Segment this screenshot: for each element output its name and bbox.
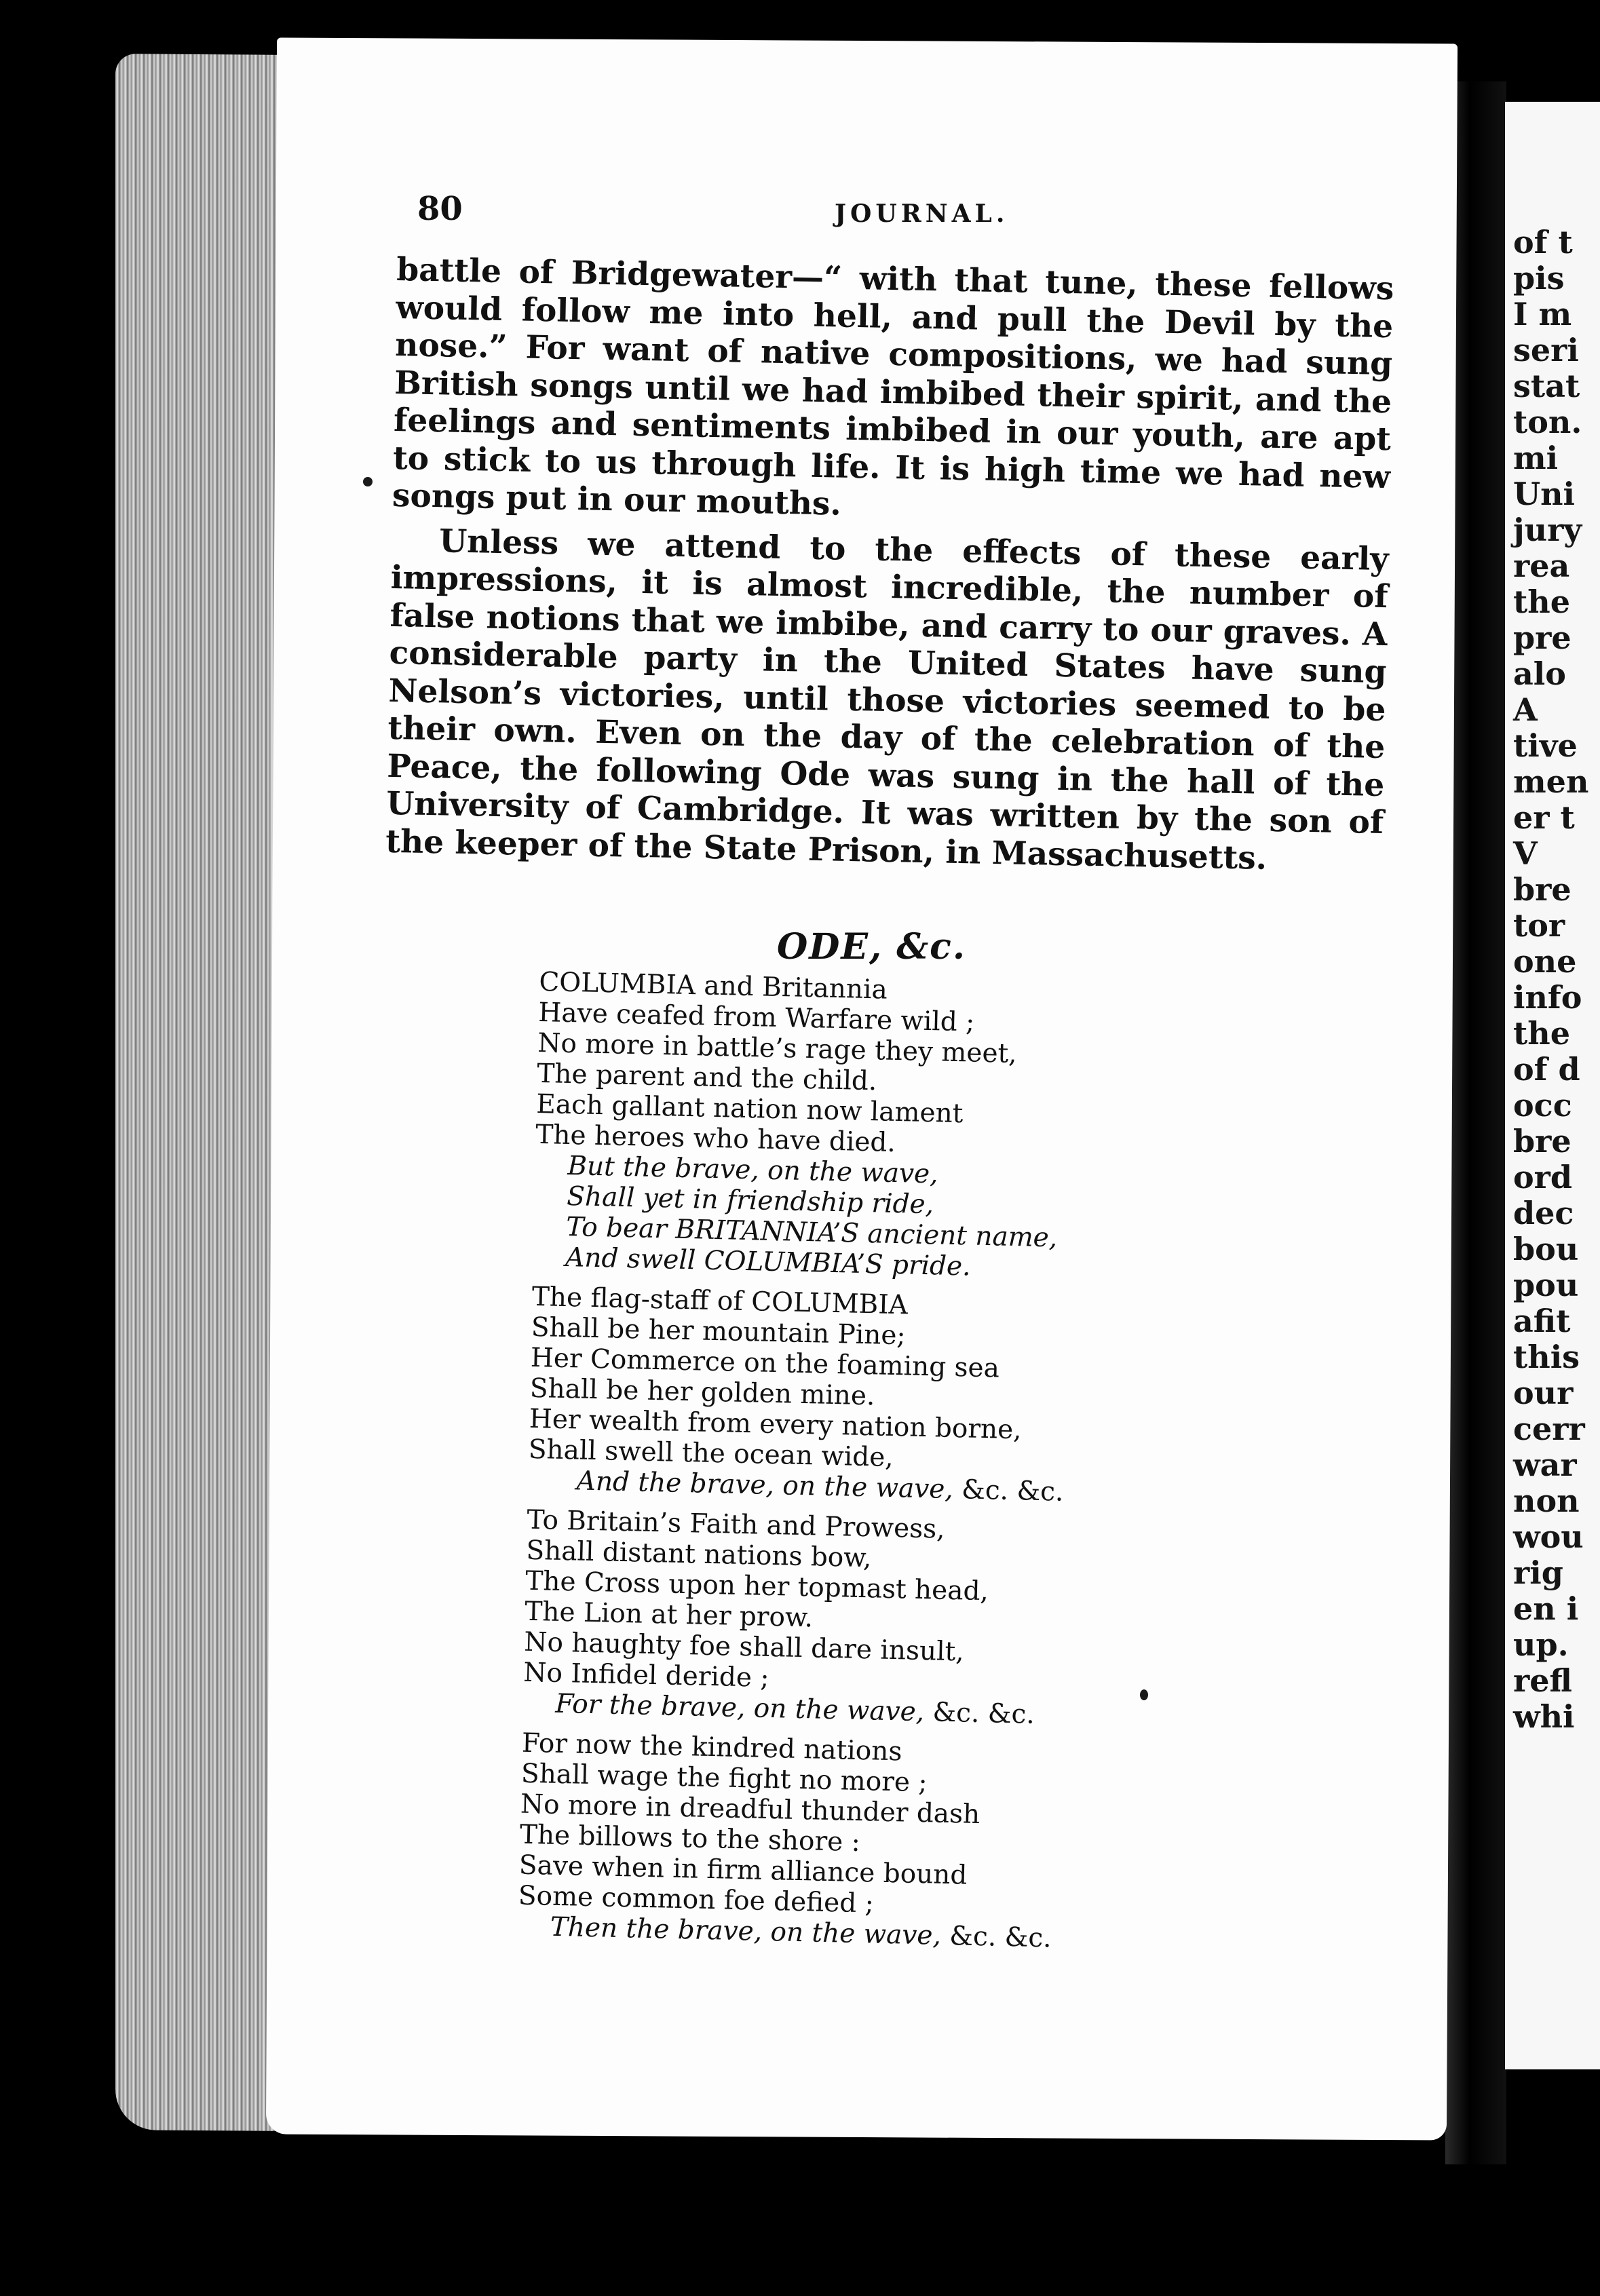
verse-line: No haughty foe shall dare insult,	[523, 1626, 965, 1668]
verse-line: The heroes who have died.	[535, 1119, 896, 1158]
verse-line: No more in battle’s rage they meet,	[537, 1027, 1018, 1069]
verse-line: Save when in firm alliance bound	[518, 1850, 968, 1891]
verse-line: The parent and the child.	[536, 1058, 877, 1097]
facing-page-word-fragment: up.	[1513, 1626, 1569, 1663]
verse-line: No Infidel deride ;	[522, 1657, 770, 1694]
facing-page-fragment	[1505, 102, 1600, 2069]
ode-poem	[517, 967, 1218, 1966]
stanza-4	[517, 1728, 1200, 1957]
facing-page-word-fragment: stat	[1513, 368, 1580, 404]
facing-page-word-fragment: rea	[1513, 548, 1570, 584]
facing-page-word-fragment: the	[1513, 1015, 1570, 1052]
facing-page-word-fragment: men	[1513, 763, 1589, 800]
stanza-2	[527, 1282, 1211, 1511]
verse-line: The Lion at her prow.	[524, 1596, 814, 1634]
verse-line: Shall swell the ocean wide,	[528, 1434, 894, 1474]
refrain-line: And swell COLUMBIA’S pride.	[565, 1242, 972, 1282]
refrain-line: Shall yet in friendship ride,	[566, 1181, 934, 1221]
verse-line: Some common foe defied ;	[518, 1880, 875, 1919]
facing-page-word-fragment: pou	[1513, 1267, 1579, 1303]
verse-line: Each gallant nation now lament	[535, 1088, 964, 1130]
stanza-3	[522, 1505, 1206, 1734]
refrain-etc: &c. &c.	[932, 1697, 1035, 1730]
facing-page-word-fragment: cerr	[1513, 1411, 1585, 1447]
ink-speck	[1140, 1689, 1148, 1700]
facing-page-word-fragment: of d	[1513, 1051, 1580, 1088]
facing-page-word-fragment: Uni	[1513, 476, 1576, 512]
facing-page-word-fragment: refl	[1513, 1662, 1572, 1699]
facing-page-word-fragment: non	[1513, 1482, 1580, 1519]
facing-page-word-fragment: jury	[1513, 512, 1582, 548]
facing-page-word-fragment: I m	[1513, 296, 1572, 332]
facing-page-word-fragment: mi	[1513, 440, 1559, 476]
paragraph-1: battle of Bridgewater—“ with that tune, these fellows would follow me into hell, and pull the Devil by the nose.” For want of native compositions, we had sung British songs until we had imbibed their spirit, and the feelings and sentiments imbibed in our youth, are apt to stick to us through life. It is high time we had new songs put in our mouths.	[392, 251, 1394, 523]
facing-page-word-fragment: ton.	[1513, 404, 1582, 440]
facing-page-word-fragment: bou	[1513, 1231, 1579, 1267]
verse-line: The Cross upon her topmast head,	[525, 1565, 989, 1607]
facing-page-word-fragment: seri	[1513, 332, 1579, 368]
facing-page-word-fragment: of t	[1513, 224, 1573, 261]
facing-page-word-fragment: whi	[1513, 1698, 1575, 1735]
facing-page-word-fragment: V	[1513, 835, 1538, 872]
refrain-etc: &c. &c.	[961, 1474, 1064, 1508]
verse-line: Shall wage the fight no more ;	[520, 1758, 928, 1799]
paragraph-2: Unless we attend to the effects of these early impressions, it is almost incredible, the number of false notions that we imbibe, and carry to our graves. A considerable party in the United States have sung Nelson’s victories, until those victories seemed to be their own. Even on the day of the celebration of the Peace, the following Ode was sung in the hall of the University of Cambridge. It was written by the son of the keeper of the State Prison, in Massachusetts.	[385, 522, 1390, 877]
facing-page-word-fragment: pre	[1513, 619, 1572, 656]
verse-line: COLUMBIA and Britannia	[538, 967, 888, 1006]
facing-page-word-fragment: occ	[1513, 1087, 1572, 1124]
facing-page-word-fragment: A	[1513, 691, 1538, 728]
facing-page-word-fragment: er t	[1513, 799, 1575, 836]
facing-page-word-fragment: tive	[1513, 727, 1578, 764]
facing-page-word-fragment: this	[1513, 1339, 1580, 1375]
facing-page-word-fragment: rig	[1513, 1554, 1563, 1591]
facing-page-word-fragment: en i	[1513, 1590, 1579, 1627]
refrain-text: Then the brave, on the wave,	[550, 1911, 942, 1951]
page-header	[417, 190, 1381, 237]
facing-page-word-fragment: pis	[1513, 260, 1565, 296]
stanza-1	[533, 967, 1218, 1288]
facing-page-word-fragment: bre	[1513, 871, 1572, 908]
page-edges	[115, 54, 278, 2131]
facing-page-word-fragment: war	[1513, 1447, 1577, 1483]
verse-line: Shall distant nations bow,	[525, 1535, 872, 1574]
refrain-line: But the brave, on the wave,	[567, 1151, 939, 1190]
facing-page-word-fragment: our	[1513, 1375, 1574, 1411]
ode-title: ODE, &c.	[777, 926, 966, 968]
verse-line: For now the kindred nations	[521, 1727, 902, 1767]
verse-line: No more in dreadful thunder dash	[520, 1788, 980, 1831]
verse-line: Have ceafed from Warfare wild ;	[537, 997, 975, 1038]
refrain-text: And the brave, on the wave,	[576, 1466, 954, 1506]
verse-line: Shall be her mountain Pine;	[531, 1312, 907, 1352]
verse-line: Her Commerce on the foaming sea	[530, 1342, 1000, 1384]
verse-line: To Britain’s Faith and Prowess,	[526, 1504, 946, 1545]
refrain-line: To bear BRITANNIA’S ancient name,	[565, 1211, 1058, 1254]
facing-page-word-fragment: afit	[1513, 1303, 1571, 1339]
facing-page-word-fragment: bre	[1513, 1123, 1572, 1160]
facing-page-word-fragment: one	[1513, 943, 1577, 980]
facing-page-word-fragment: alo	[1513, 655, 1566, 692]
verse-line: The billows to the shore :	[519, 1819, 861, 1858]
running-head: JOURNAL.	[835, 199, 1009, 228]
page-number: 80	[417, 190, 463, 228]
facing-page-word-fragment: dec	[1513, 1195, 1574, 1231]
facing-page-word-fragment: ord	[1513, 1159, 1573, 1195]
ink-speck	[363, 477, 373, 486]
verse-line: The flag-staff of COLUMBIA	[531, 1281, 909, 1321]
prose-body	[385, 251, 1394, 879]
refrain-text: For the brave, on the wave,	[554, 1688, 925, 1728]
facing-page-word-fragment: wou	[1513, 1518, 1584, 1555]
verse-line: Her wealth from every nation borne,	[529, 1403, 1023, 1446]
verse-line: Shall be her golden mine.	[529, 1373, 875, 1412]
facing-page-word-fragment: the	[1513, 583, 1570, 620]
facing-page-word-fragment: info	[1513, 979, 1582, 1016]
facing-page-word-fragment: tor	[1513, 907, 1565, 944]
refrain-etc: &c. &c.	[949, 1921, 1052, 1954]
